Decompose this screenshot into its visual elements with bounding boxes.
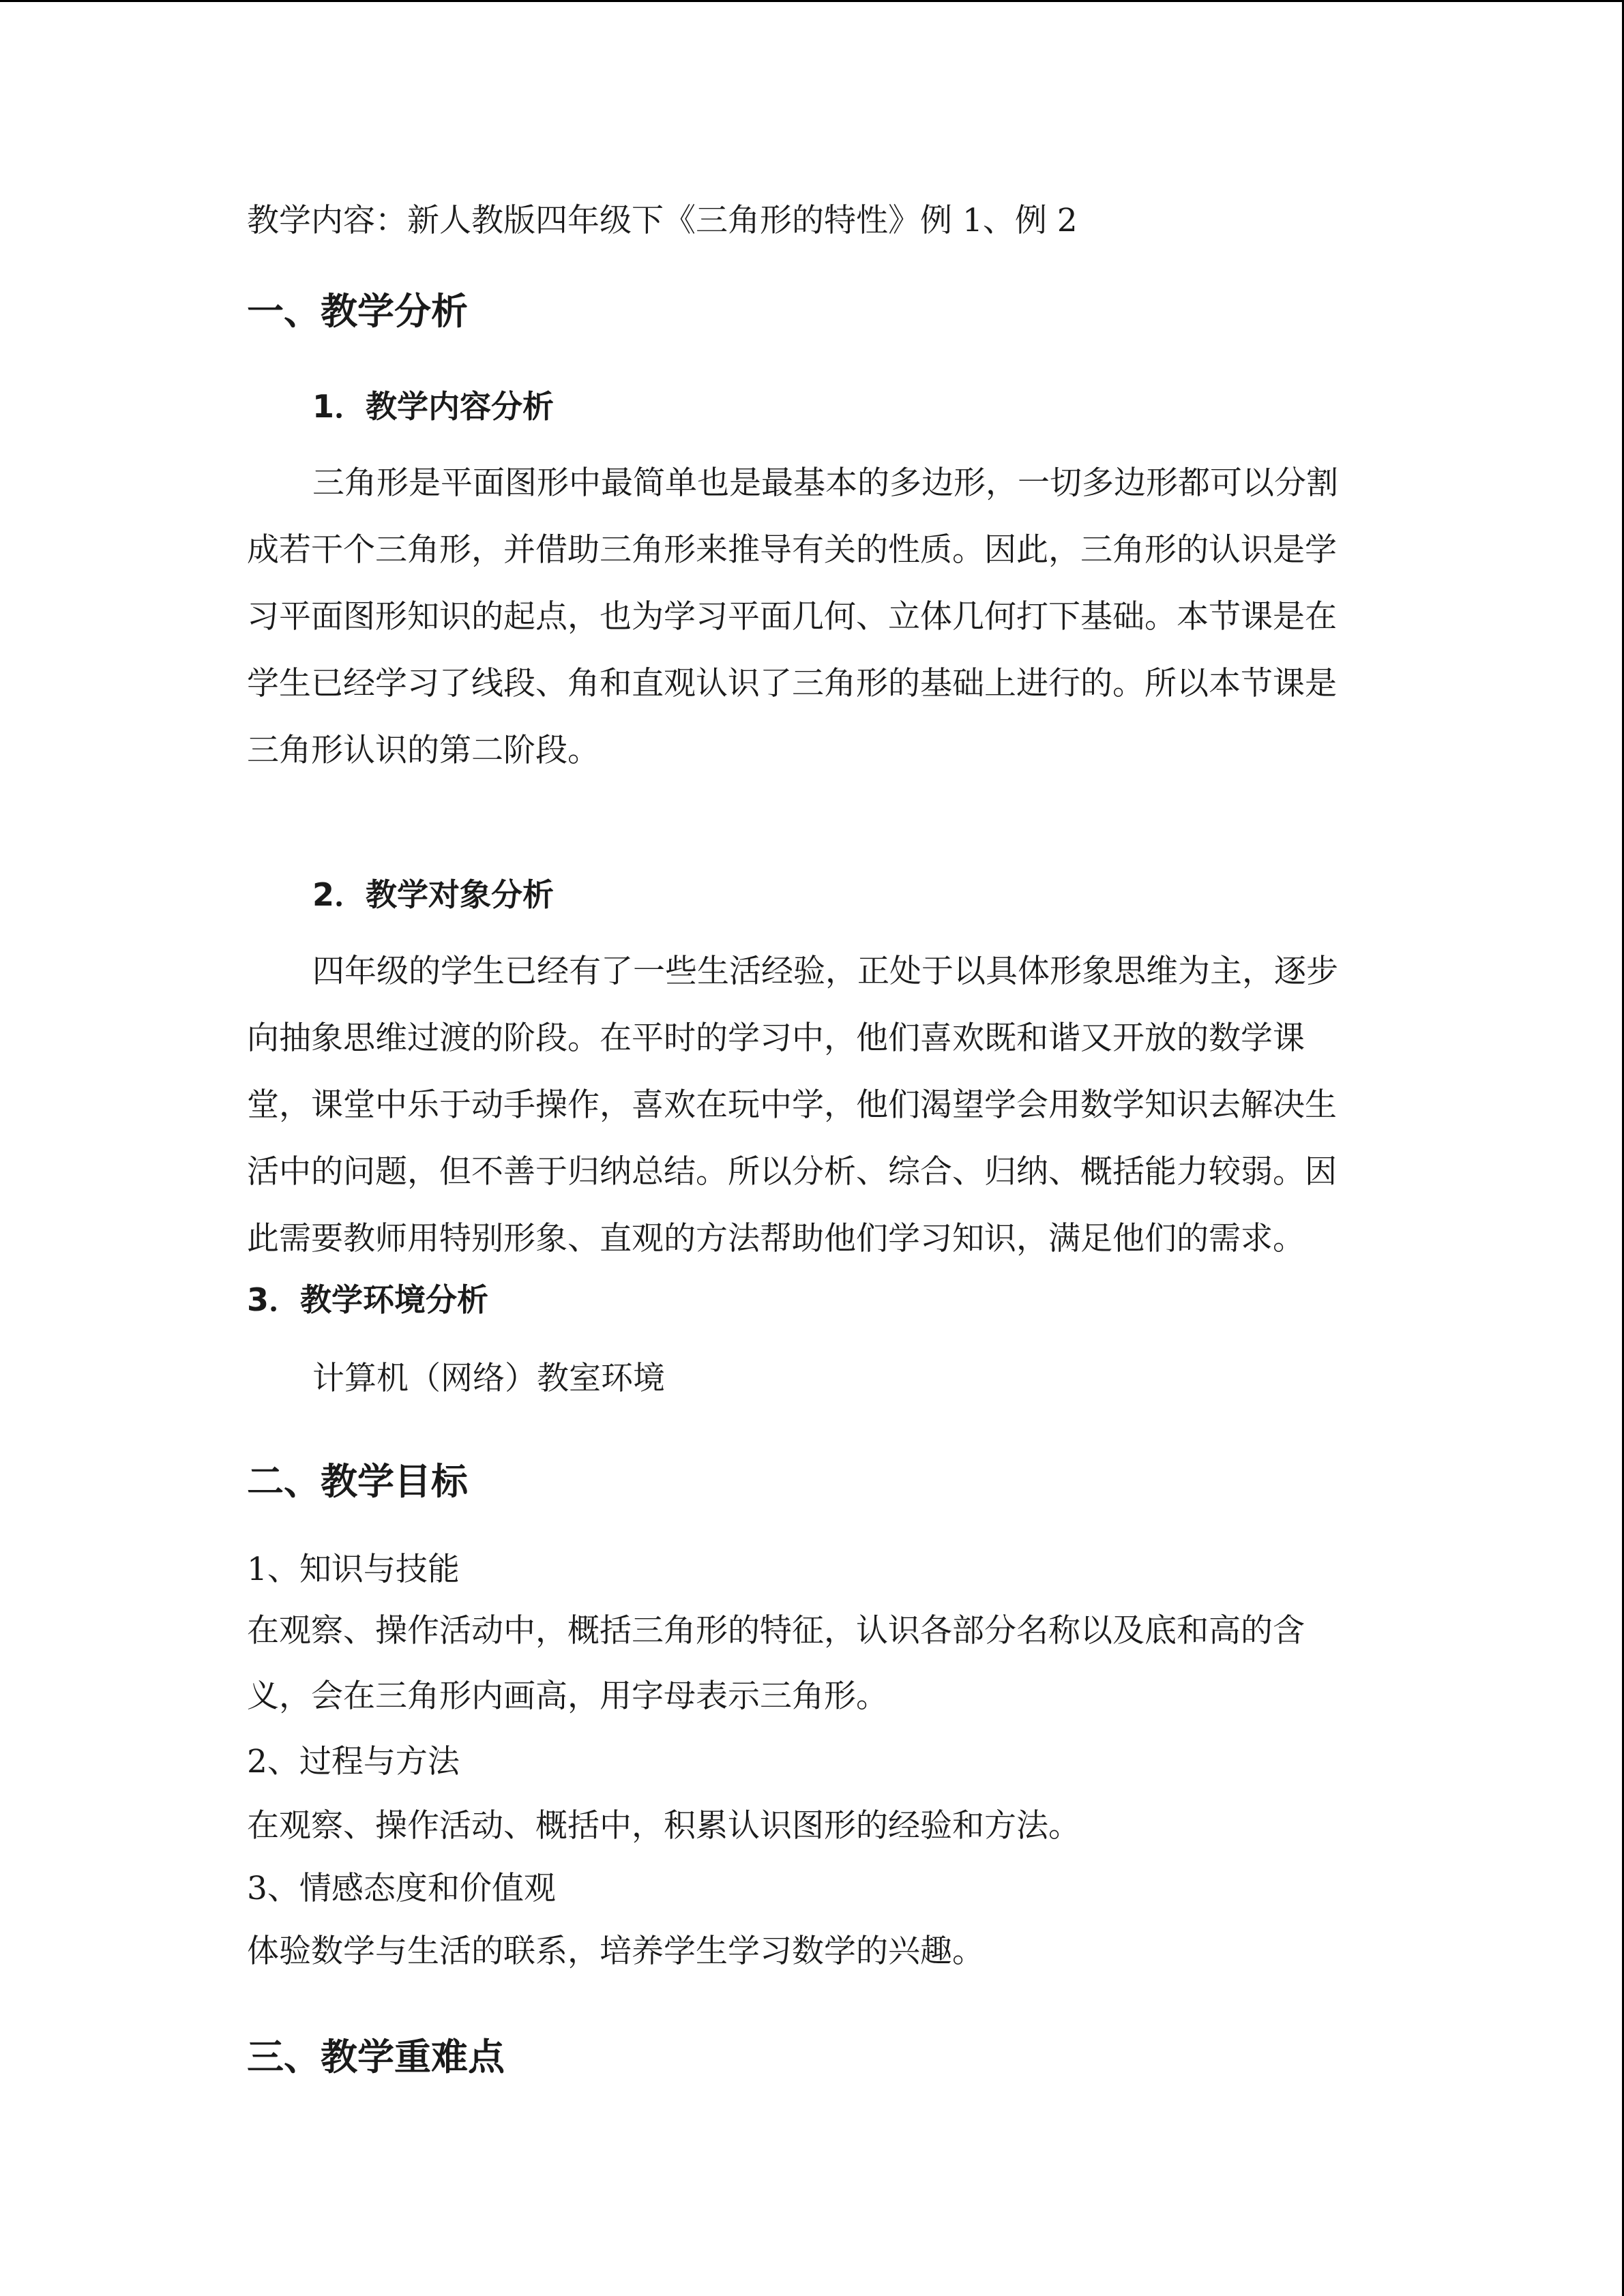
paragraph-line: 此需要教师用特别形象、直观的方法帮助他们学习知识，满足他们的需求。 [247, 1220, 1305, 1257]
subsection-2-paragraph [247, 938, 1365, 1272]
section-3-heading: 三、教学重难点 [247, 2036, 505, 2078]
paragraph-line: 活中的问题，但不善于归纳总结。所以分析、综合、归纳、概括能力较弱。因 [247, 1153, 1337, 1191]
subsection-1-paragraph [247, 450, 1365, 784]
paragraph-line: 四年级的学生已经有了一些生活经验，正处于以具体形象思维为主，逐步 [312, 953, 1338, 990]
subsection-3-heading: 3．教学环境分析 [247, 1281, 489, 1318]
paragraph-line: 在观察、操作活动中，概括三角形的特征，认识各部分名称以及底和高的含 [247, 1612, 1305, 1650]
section-1-heading: 一、教学分析 [247, 290, 468, 333]
goal-1-paragraph [247, 1598, 1365, 1729]
paragraph-line: 习平面图形知识的起点，也为学习平面几何、立体几何打下基础。本节课是在 [247, 598, 1337, 636]
paragraph-line: 学生已经学习了线段、角和直观认识了三角形的基础上进行的。所以本节课是 [247, 665, 1337, 702]
goal-2-text: 在观察、操作活动、概括中，积累认识图形的经验和方法。 [247, 1807, 1080, 1845]
section-2-heading: 二、教学目标 [247, 1460, 468, 1503]
paragraph-line: 三角形是平面图形中最简单也是最基本的多边形，一切多边形都可以分割 [312, 464, 1338, 502]
subsection-1-heading: 1．教学内容分析 [312, 388, 555, 425]
page-border-top [0, 0, 1624, 2]
goal-1-heading: 1、知识与技能 [247, 1551, 460, 1588]
paragraph-line: 成若干个三角形，并借助三角形来推导有关的性质。因此，三角形的认识是学 [247, 531, 1337, 569]
subsection-3-text: 计算机（网络）教室环境 [312, 1360, 665, 1397]
subsection-2-heading: 2．教学对象分析 [312, 876, 555, 913]
intro-line: 教学内容：新人教版四年级下《三角形的特性》例 1、例 2 [247, 202, 1078, 239]
goal-3-heading: 3、情感态度和价值观 [247, 1870, 556, 1907]
paragraph-line: 义，会在三角形内画高，用字母表示三角形。 [247, 1678, 888, 1715]
paragraph-line: 三角形认识的第二阶段。 [247, 732, 600, 769]
goal-2-heading: 2、过程与方法 [247, 1743, 460, 1780]
goal-3-text: 体验数学与生活的联系，培养学生学习数学的兴趣。 [247, 1933, 984, 1970]
paragraph-line: 向抽象思维过渡的阶段。在平时的学习中，他们喜欢既和谐又开放的数学课 [247, 1019, 1305, 1057]
paragraph-line: 堂，课堂中乐于动手操作，喜欢在玩中学，他们渴望学会用数学知识去解决生 [247, 1086, 1337, 1124]
